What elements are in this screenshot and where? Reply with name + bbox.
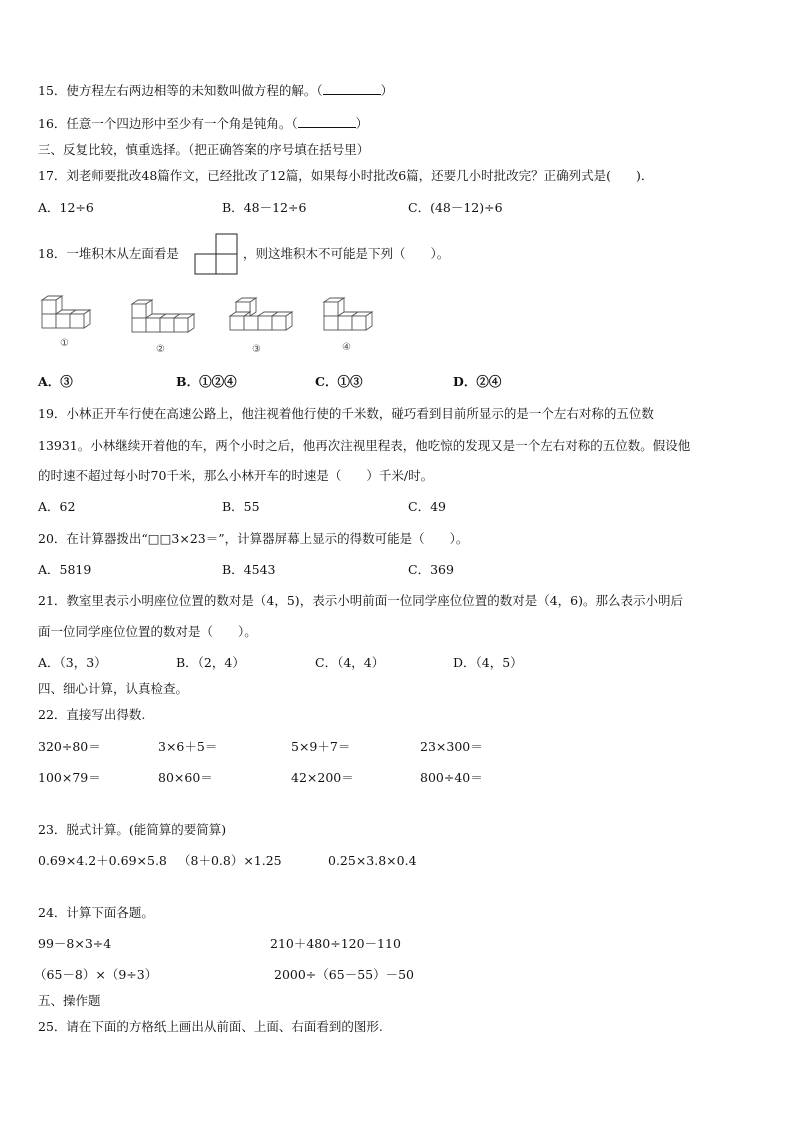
q22-item: 100×79＝	[38, 770, 101, 785]
q22-item: 5×9＋7＝	[291, 739, 351, 754]
q22-item: 80×60＝	[158, 770, 213, 785]
block-figure-2	[126, 294, 202, 356]
answer-blank[interactable]	[298, 115, 356, 128]
q17-option-b[interactable]: B．48－12÷6	[222, 200, 307, 215]
q19-option-b[interactable]: B．55	[222, 499, 260, 514]
q19-option-a[interactable]: A．62	[38, 499, 76, 514]
q24-item: 2000÷（65－55）－50	[274, 967, 415, 982]
q18-option-d[interactable]: D．②④	[453, 374, 502, 389]
q17-option-a[interactable]: A．12÷6	[38, 200, 94, 215]
figure-label-4: ④	[342, 342, 351, 353]
q21-option-b[interactable]: B．（2，4）	[176, 655, 245, 670]
q18-option-b[interactable]: B．①②④	[176, 374, 237, 389]
q24-item: （65－8）×（9÷3）	[34, 967, 158, 982]
figure-label-1: ①	[60, 338, 69, 349]
q20-option-a[interactable]: A．5819	[38, 562, 92, 577]
q22-item: 320÷80＝	[38, 739, 101, 754]
question-18-suffix: ，则这堆积木不可能是下列（ ）。	[243, 246, 450, 261]
question-19-line2: 13931。小林继续开着他的车，两个小时之后，他再次注视里程表，他吃惊的发现又是一个左右对称的五位数。假设他	[38, 438, 691, 453]
question-19-line1: 19．小林正开车行使在高速公路上，他注视着他行使的千米数，碰巧看到目前所显示的是一个左右对称的五位数	[38, 406, 654, 421]
block-figure-3	[226, 294, 296, 356]
q18-option-c[interactable]: C．①③	[315, 374, 363, 389]
q22-item: 42×200＝	[291, 770, 354, 785]
q15-text: 15．使方程左右两边相等的未知数叫做方程的解。（	[38, 83, 323, 98]
left-view-figure	[194, 233, 240, 275]
question-19-line3: 的时速不超过每小时70千米，那么小林开车的时速是（ ）千米/时。	[38, 468, 434, 483]
q23-item: （8＋0.8）×1.25	[178, 853, 282, 868]
q24-item: 99－8×3÷4	[38, 936, 112, 951]
q21-option-d[interactable]: D．（4，5）	[453, 655, 523, 670]
q22-item: 800÷40＝	[420, 770, 483, 785]
question-23-title: 23．脱式计算。(能简算的要简算)	[38, 822, 227, 837]
q21-option-c[interactable]: C．（4，4）	[315, 655, 385, 670]
question-15	[38, 82, 393, 100]
question-24-title: 24．计算下面各题。	[38, 905, 154, 920]
q22-item: 23×300＝	[420, 739, 483, 754]
q16-text: 16．任意一个四边形中至少有一个角是钝角。（	[38, 116, 298, 131]
q23-item: 0.25×3.8×0.4	[328, 853, 417, 868]
q17-option-c[interactable]: C．(48－12)÷6	[408, 200, 503, 215]
question-21-line1: 21．教室里表示小明座位位置的数对是（4，5)，表示小明前面一位同学座位位置的数对是（4，6)。那么表示小明后	[38, 593, 683, 608]
question-22-title: 22．直接写出得数.	[38, 707, 146, 722]
q19-option-c[interactable]: C．49	[408, 499, 446, 514]
q20-option-c[interactable]: C．369	[408, 562, 454, 577]
question-20-text: 20．在计算器拨出“□□3×23＝”，计算器屏幕上显示的得数可能是（ ）。	[38, 531, 469, 546]
question-18-prefix: 18．一堆积木从左面看是	[38, 246, 179, 261]
section-5-heading: 五、操作题	[38, 993, 101, 1008]
q21-option-a[interactable]: A．（3，3）	[38, 655, 107, 670]
block-figure-4	[318, 294, 388, 356]
section-4-heading: 四、细心计算，认真检查。	[38, 681, 189, 696]
q20-option-b[interactable]: B．4543	[222, 562, 276, 577]
q23-item: 0.69×4.2＋0.69×5.8	[38, 853, 167, 868]
question-16	[38, 115, 368, 133]
q24-item: 210＋480÷120－110	[270, 936, 401, 951]
section-3-heading: 三、反复比较，慎重选择。（把正确答案的序号填在括号里）	[38, 142, 370, 157]
question-21-line2: 面一位同学座位位置的数对是（ ）。	[38, 624, 257, 639]
q15-close: ）	[380, 83, 394, 98]
question-17-text: 17．刘老师要批改48篇作文，已经批改了12篇，如果每小时批改6篇，还要几小时批改完？正确列式是( )．	[38, 168, 654, 183]
q22-item: 3×6＋5＝	[158, 739, 218, 754]
figure-label-2: ②	[156, 344, 165, 355]
answer-blank[interactable]	[323, 82, 381, 95]
question-25-text: 25．请在下面的方格纸上画出从前面、上面、右面看到的图形.	[38, 1019, 383, 1034]
q16-close: ）	[355, 116, 369, 131]
figure-label-3: ③	[252, 344, 261, 355]
q18-option-a[interactable]: A．③	[38, 374, 73, 389]
block-figure-1	[36, 294, 106, 356]
